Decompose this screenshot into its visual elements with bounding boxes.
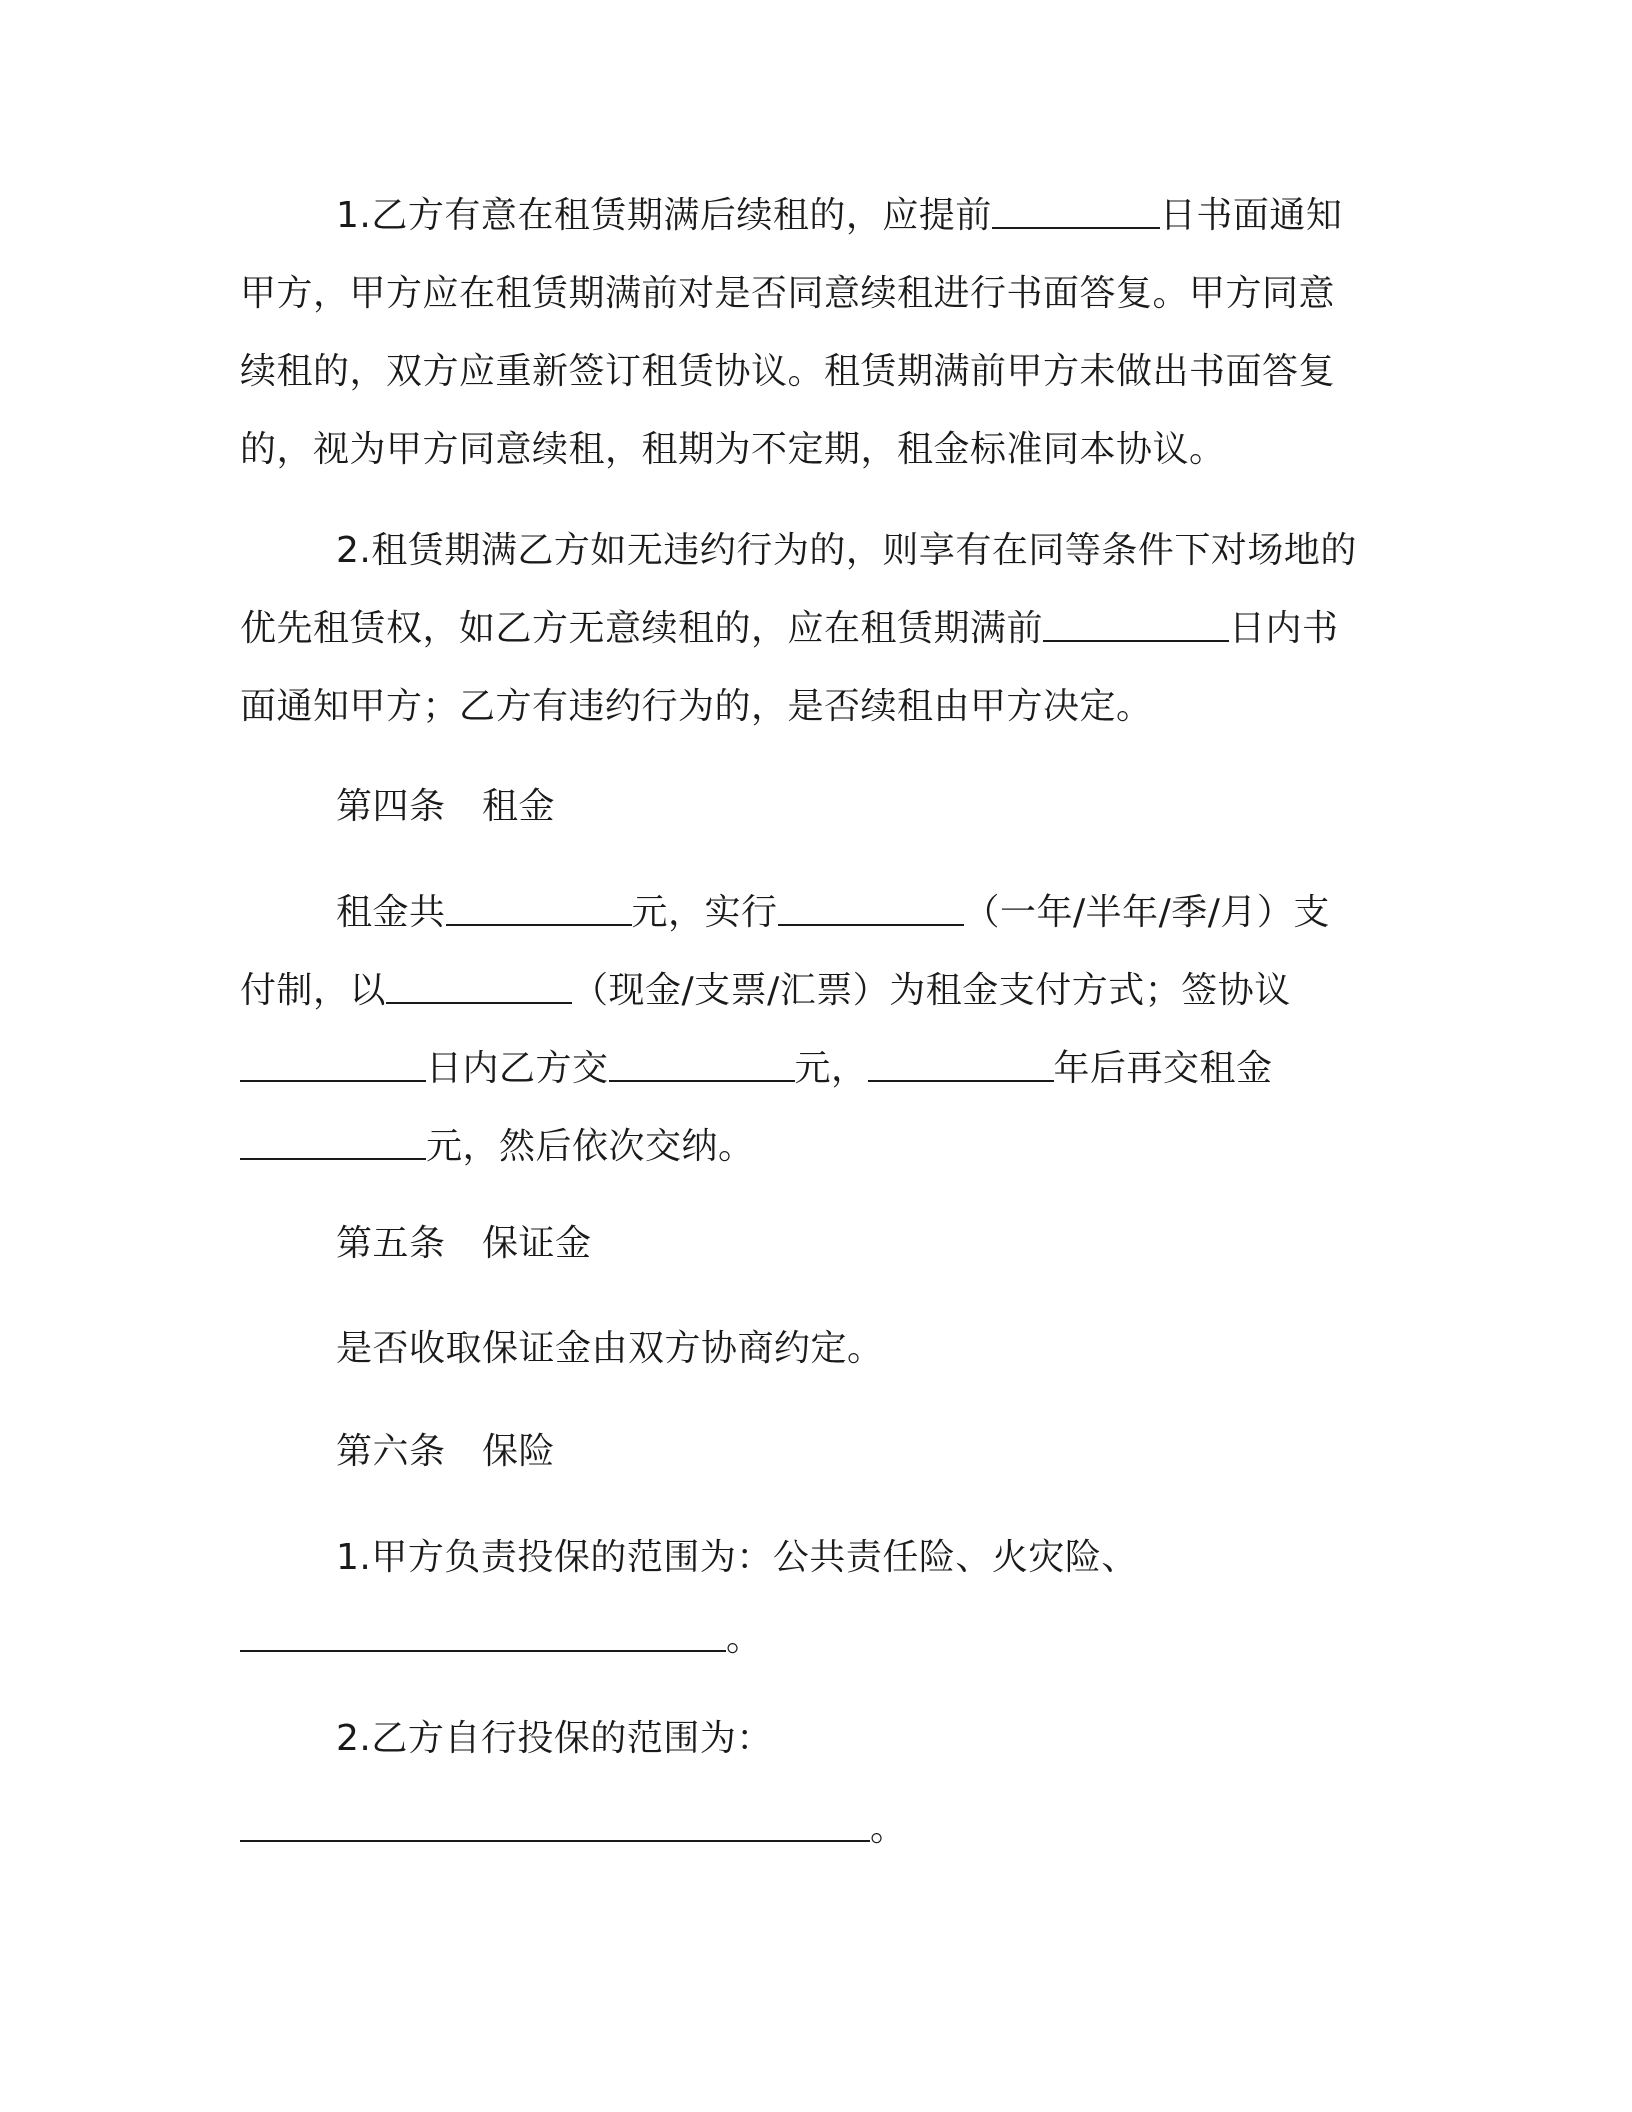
renewal-clause-2 — [240, 512, 1370, 746]
insurance-item-2-blank — [240, 1790, 1370, 1868]
text: 。 — [870, 1808, 907, 1849]
text: 付制，以 — [240, 970, 387, 1011]
blank-field[interactable] — [386, 964, 572, 1004]
text: 优先租赁权，如乙方无意续租的，应在租赁期满前 — [240, 608, 1044, 649]
text-line: 1.甲方负责投保的范围为：公共责任险、火灾险、 — [336, 1537, 1138, 1578]
insurance-item-1-blank — [240, 1600, 1370, 1678]
text: （现金/支票/汇票）为租金支付方式；签协议 — [572, 970, 1291, 1011]
text-line: 2.租赁期满乙方如无违约行为的，则享有在同等条件下对场地的 — [336, 530, 1357, 571]
blank-field[interactable] — [609, 1042, 795, 1082]
blank-field[interactable] — [1043, 602, 1229, 642]
text: （一年/半年/季/月）支 — [963, 892, 1330, 933]
text-line — [240, 1030, 1370, 1108]
article-5-heading — [240, 1205, 1370, 1283]
text-line — [240, 1600, 1370, 1678]
blank-field[interactable] — [992, 189, 1160, 229]
text-line: 2.乙方自行投保的范围为： — [336, 1718, 773, 1759]
text: 元， — [794, 1048, 868, 1089]
blank-field[interactable] — [240, 1802, 870, 1842]
section-heading: 第四条 租金 — [336, 786, 556, 827]
text-line: 面通知甲方；乙方有违约行为的，是否续租由甲方决定。 — [240, 686, 1153, 727]
text: 年后再交租金 — [1053, 1048, 1273, 1089]
text-line — [240, 177, 1370, 255]
section-heading: 第五条 保证金 — [336, 1223, 592, 1264]
text-line — [240, 874, 1370, 952]
text-line: 续租的，双方应重新签订租赁协议。租赁期满前甲方未做出书面答复 — [240, 351, 1336, 392]
text: 日内乙方交 — [426, 1048, 609, 1089]
text: 元，实行 — [631, 892, 778, 933]
text: 1.乙方有意在租赁期满后续租的，应提前 — [336, 195, 992, 236]
article-5-body — [240, 1310, 1370, 1388]
blank-field[interactable] — [240, 1612, 726, 1652]
text-line: 甲方，甲方应在租赁期满前对是否同意续租进行书面答复。甲方同意 — [240, 273, 1336, 314]
article-4-heading — [240, 768, 1370, 846]
blank-field[interactable] — [240, 1120, 426, 1160]
renewal-clause-1 — [240, 177, 1370, 489]
text: 日内书 — [1229, 608, 1339, 649]
blank-field[interactable] — [446, 886, 632, 926]
blank-field[interactable] — [868, 1042, 1054, 1082]
blank-field[interactable] — [778, 886, 964, 926]
text-line — [240, 1790, 1370, 1868]
text-line — [240, 1108, 1370, 1186]
text-line — [240, 590, 1370, 668]
section-heading: 第六条 保险 — [336, 1431, 556, 1472]
insurance-item-2 — [240, 1700, 1370, 1778]
blank-field[interactable] — [240, 1042, 426, 1082]
insurance-item-1 — [240, 1519, 1370, 1597]
text-line: 是否收取保证金由双方协商约定。 — [336, 1328, 884, 1369]
text-line — [240, 952, 1370, 1030]
text: 日书面通知 — [1159, 195, 1343, 236]
text: 。 — [726, 1618, 763, 1659]
text: 租金共 — [336, 892, 446, 933]
article-4-body — [240, 874, 1370, 1186]
text-line: 的，视为甲方同意续租，租期为不定期，租金标准同本协议。 — [240, 429, 1226, 470]
article-6-heading — [240, 1413, 1370, 1491]
text: 元，然后依次交纳。 — [426, 1126, 755, 1167]
